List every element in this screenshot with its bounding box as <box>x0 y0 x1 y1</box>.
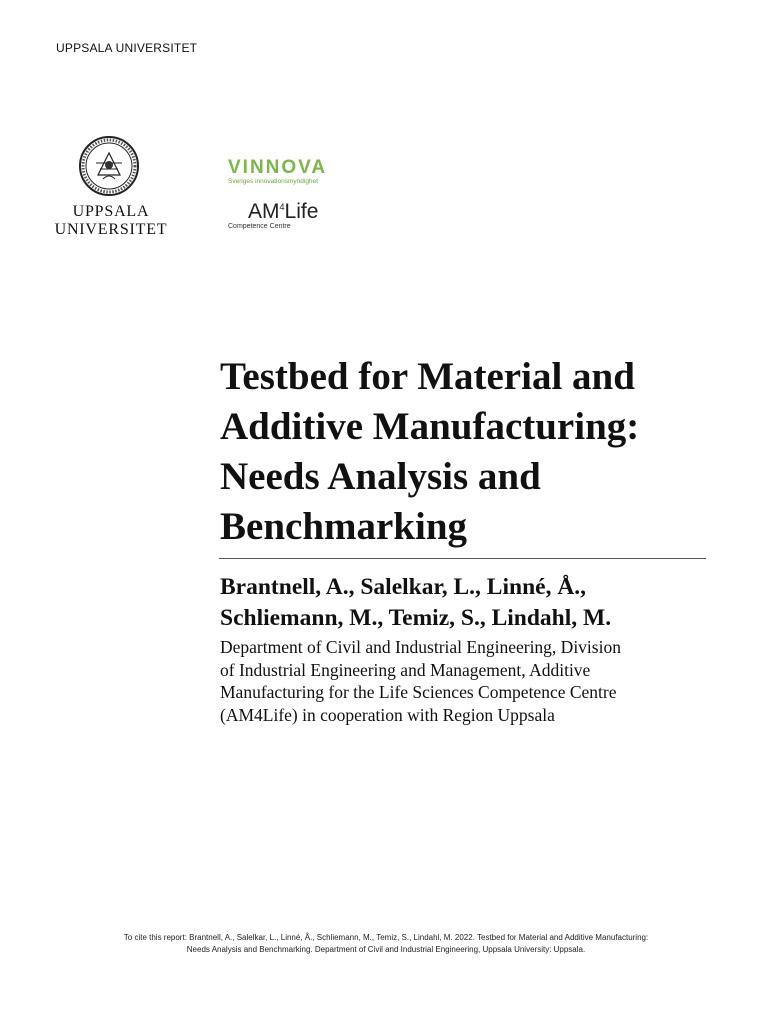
vinnova-logo <box>228 158 348 185</box>
report-title-line: Benchmarking <box>220 505 468 548</box>
affiliation-text <box>220 636 710 726</box>
authors-list <box>220 572 720 634</box>
am4life-logo <box>228 196 358 230</box>
affiliation-line: Manufacturing for the Life Sciences Competence Centre <box>220 682 617 702</box>
affiliation-line: Department of Civil and Industrial Engineering, Division <box>220 637 621 657</box>
authors-line: Brantnell, A., Salelkar, L., Linné, Å., <box>220 574 587 600</box>
affiliation-line: (AM4Life) in cooperation with Region Uppsala <box>220 704 555 725</box>
am4life-tagline: Competence Centre <box>228 223 291 230</box>
title-divider <box>219 558 706 559</box>
citation-footer <box>56 932 716 956</box>
report-title-line: Testbed for Material and <box>220 355 635 398</box>
report-title <box>220 352 720 552</box>
vinnova-wordmark: VINNOVA <box>228 157 328 178</box>
university-seal-icon <box>78 135 140 197</box>
am4life-wordmark: $AM^4Life$ <box>248 200 319 223</box>
uppsala-university-logo <box>52 135 170 239</box>
authors-line: Schliemann, M., Temiz, S., Lindahl, M. <box>220 605 612 631</box>
report-title-line: Needs Analysis and <box>220 455 541 498</box>
uppsala-wordmark-line1: UPPSALA <box>72 203 150 220</box>
uppsala-wordmark-line2: UNIVERSITET <box>54 221 168 238</box>
citation-line: Needs Analysis and Benchmarking. Department of Civil and Industrial Engineering, Uppsala University: Uppsala. <box>186 945 586 954</box>
header-institution-label: UPPSALA UNIVERSITET <box>56 41 198 55</box>
citation-line: To cite this report: Brantnell, A., Salelkar, L., Linné, Å., Schliemann, M., Temiz, S., Lindahl, M. 2022. Testbed for Material and Additive Manufacturing: <box>123 933 649 942</box>
report-title-line: Additive Manufacturing: <box>220 405 640 448</box>
affiliation-line: of Industrial Engineering and Management, Additive <box>220 659 591 680</box>
vinnova-tagline: Sveriges innovationsmyndighet <box>228 178 318 185</box>
